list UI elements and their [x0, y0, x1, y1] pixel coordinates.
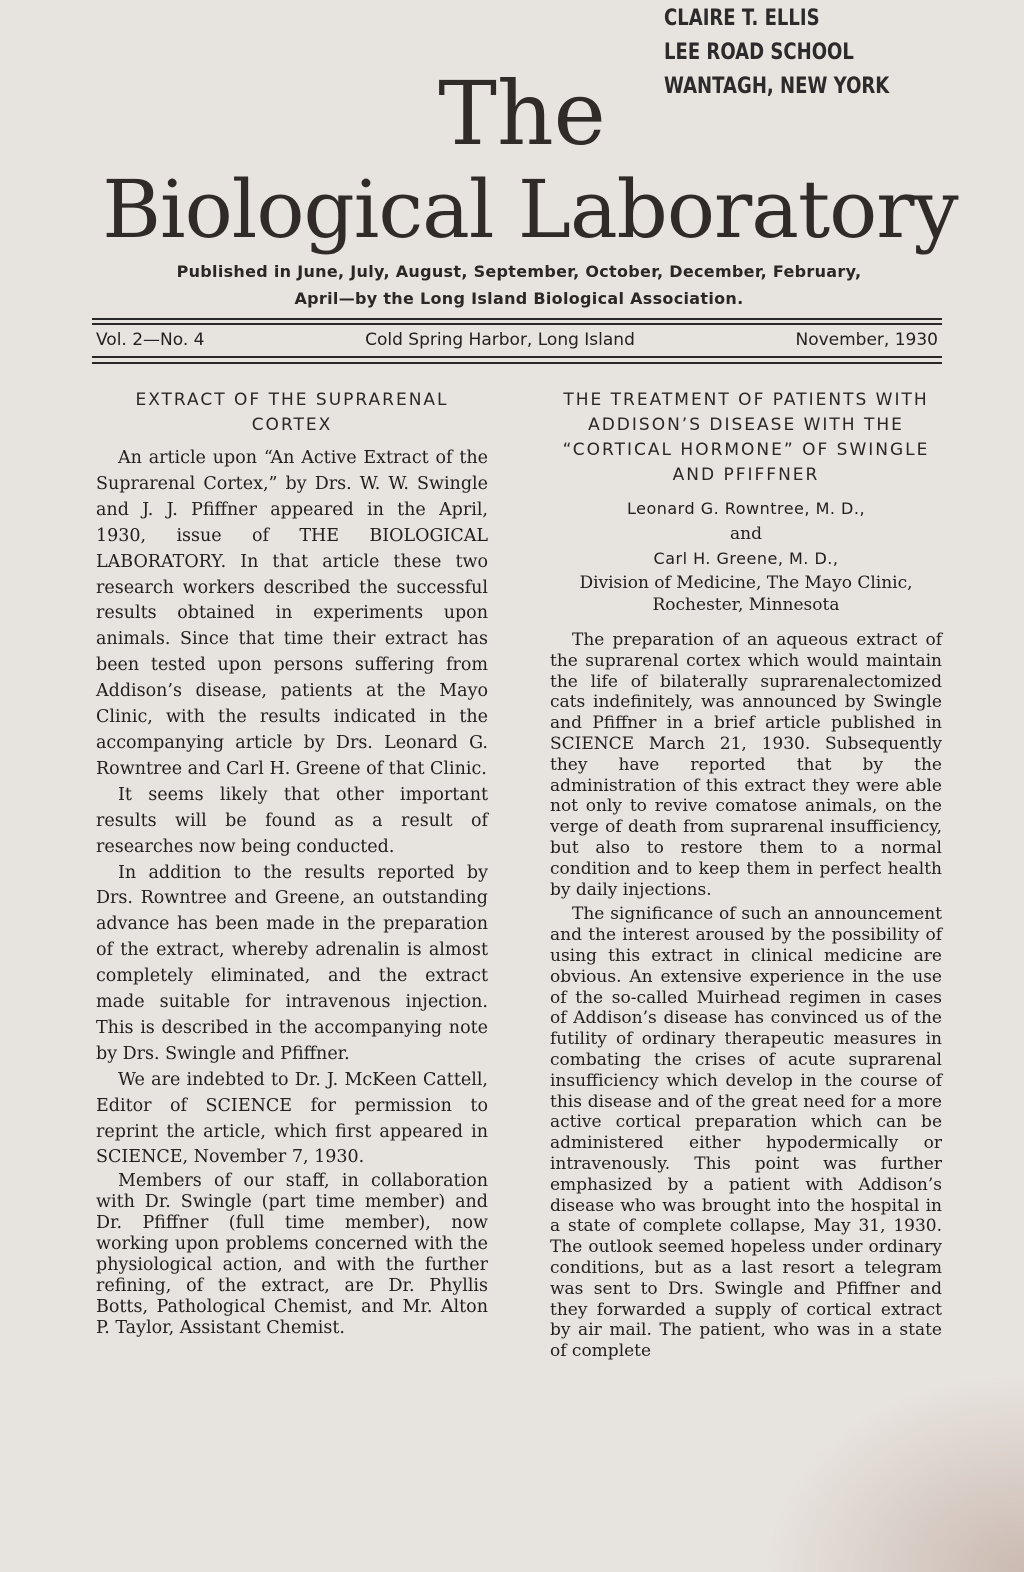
publication-schedule	[96, 258, 942, 312]
left-article-paragraph: In addition to the results reported by Drs. Rowntree and Greene, an outstanding advance has been made in the preparation of the extract, whereby adrenalin is almost completely eliminated, and the extract made suitable for intravenous injection. This is described in the accompanying note by Drs. Swingle and Pfiffner.	[96, 862, 488, 1064]
masthead-the: The	[438, 62, 606, 165]
issue-date: November, 1930	[795, 330, 938, 350]
publication-schedule-line-1: Published in June, July, August, September, October, December, February,	[176, 262, 862, 281]
masthead-rule-top	[92, 318, 942, 320]
author-rowntree: Leonard G. Rowntree, M. D.,	[626, 499, 866, 518]
left-article-paragraph: Members of our staff, in collaboration with Dr. Swingle (part time member) and Dr. Pfiffner (full time member), now working upon problems concerned with the physiological action, and with the further refining, of the extract, are Dr. Phyllis Botts, Pathological Chemist, and Mr. Alton P. Taylor, Assistant Chemist.	[96, 1171, 488, 1339]
stamp-line-name: CLAIRE T. ELLIS	[664, 6, 820, 31]
masthead-rule-top-inner	[92, 323, 942, 325]
issue-place: Cold Spring Harbor, Long Island	[365, 330, 635, 350]
left-article-paragraph: It seems likely that other important results will be found as a result of researches now being conducted.	[96, 784, 488, 857]
author-conjunction: and	[730, 524, 762, 544]
issue-volume: Vol. 2—No. 4	[96, 330, 205, 350]
masthead-title: Biological Laboratory	[102, 163, 958, 256]
left-article-paragraph: We are indebted to Dr. J. McKeen Cattell, Editor of SCIENCE for permission to reprint the article, which first appeared in SCIENCE, November 7, 1930.	[96, 1069, 488, 1168]
author-affiliation: Division of Medicine, The Mayo Clinic, Rochester, Minnesota	[579, 573, 913, 615]
stamp-line-town: WANTAGH, NEW YORK	[664, 74, 890, 99]
stamp-line-school: LEE ROAD SCHOOL	[664, 40, 854, 65]
left-article	[96, 388, 488, 1339]
right-article-paragraph: The significance of such an announcement and the interest aroused by the possibility of using this extract in clinical medicine are obvious. An extensive experience in the use of the so-called Muirhead regimen in cases of Addison’s disease has convinced us of the futility of ordinary therapeutic measures in combating the crises of acute suprarenal insufficiency which develop in the course of this disease and of the great need for a more active cortical preparation which can be administered either hypodermically or intravenously. This point was further emphasized by a patient with Addison’s disease who was brought into the hospital in a state of complete collapse, May 31, 1930. The outlook seemed hopeless under ordinary conditions, but as a last resort a telegram was sent to Drs. Swingle and Pfiffner and they forwarded a supply of cortical extract by air mail. The patient, who was in a state of complete	[550, 904, 942, 1362]
left-article-headline: EXTRACT OF THE SUPRARENAL CORTEX	[135, 390, 449, 435]
right-article-paragraph: The preparation of an aqueous extract of the suprarenal cortex which would maintain the life of bilaterally suprarenalectomized cats indefinitely, was announced by Swingle and Pfiffner in a brief article published in SCIENCE March 21, 1930. Subsequently they have reported that by the administration of this extract they were able not only to revive comatose animals, on the verge of death from suprarenal insufficiency, but also to restore them to a normal condition and to keep them in perfect health by daily injections.	[550, 630, 942, 900]
left-article-paragraph: An article upon “An Active Extract of the Suprarenal Cortex,” by Drs. W. W. Swingle and J. J. Pfiffner appeared in the April, 1930, issue of THE BIOLOGICAL LABORATORY. In that article these two research workers described the successful results obtained in experiments upon animals. Since that time their extract has been tested upon persons suffering from Addison’s disease, patients at the Mayo Clinic, with the results indicated in the accompanying article by Drs. Leonard G. Rowntree and Carl H. Greene of that Clinic.	[96, 448, 488, 779]
masthead-rule-bottom	[92, 356, 942, 358]
author-greene: Carl H. Greene, M. D.,	[653, 549, 839, 568]
publication-schedule-line-2: April—by the Long Island Biological Association.	[294, 289, 744, 308]
issue-line	[96, 327, 938, 353]
right-article	[550, 388, 942, 1366]
right-article-headline: THE TREATMENT OF PATIENTS WITH ADDISON’S DISEASE WITH THE “CORTICAL HORMONE” OF SWINGLE AND PFIFFNER	[562, 390, 930, 485]
masthead-rule-bottom-inner	[92, 362, 942, 364]
paper-stain	[764, 1372, 1024, 1572]
